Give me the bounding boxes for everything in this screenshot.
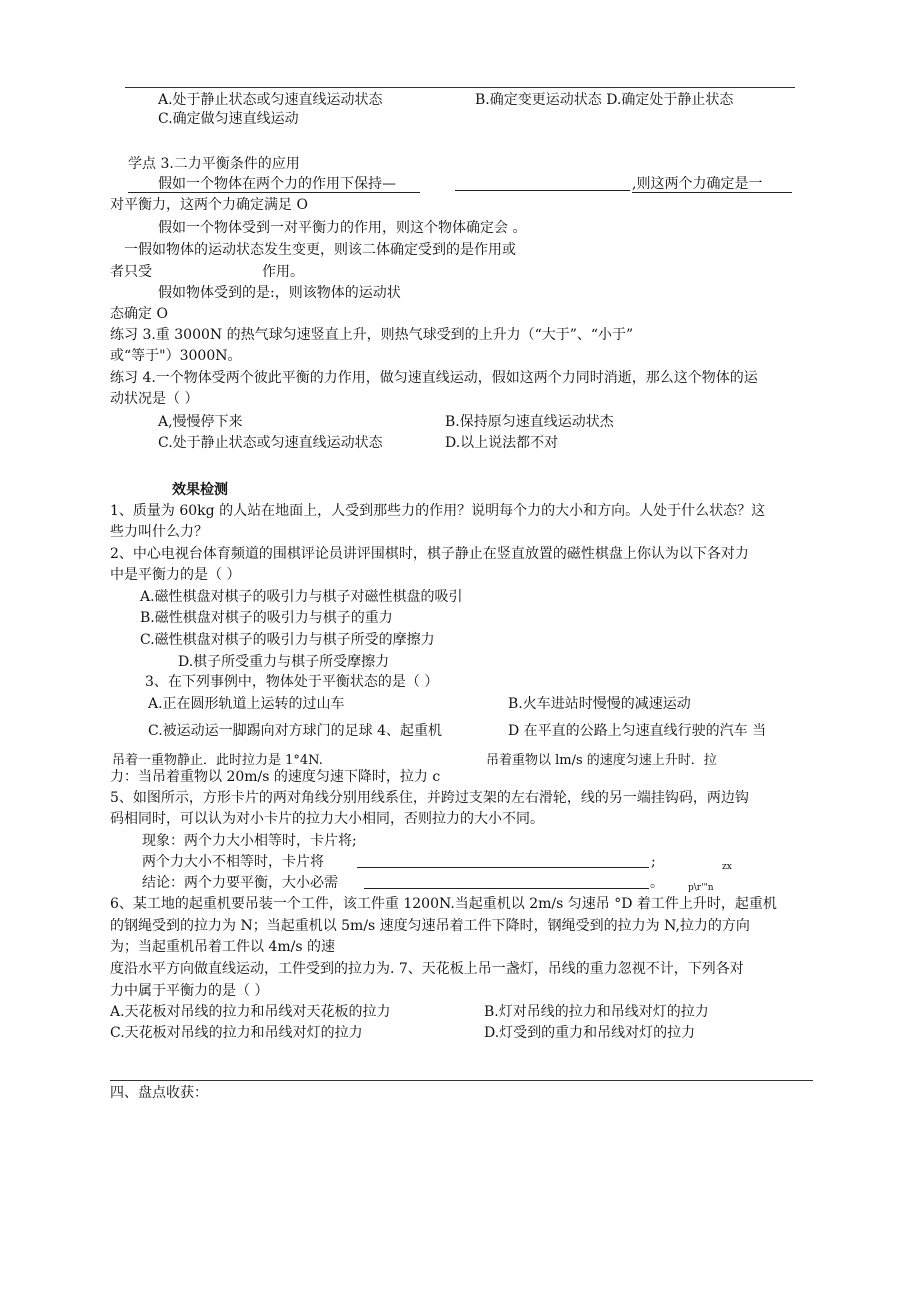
section3-line5b: 作用。 <box>262 264 304 280</box>
q5-observation2: 两个力大小不相等时，卡片将 <box>142 854 324 870</box>
q3-option-a: A.正在圆形轨道上运转的过山车 <box>148 696 345 712</box>
test-title: 效果检测 <box>172 482 228 498</box>
q3-option-c: C.被运动运一脚踢向对方球门的足球 4、起重机 <box>148 723 443 739</box>
q7-line2: 力中属于平衡力的是（ ） <box>110 983 269 999</box>
exercise3-line2: 或“等于"）3000N。 <box>110 348 242 364</box>
q5-zx: zx <box>722 862 732 872</box>
exercise4-line2: 动状况是（ ） <box>110 391 199 407</box>
summary-rule <box>110 1080 813 1081</box>
q2-option-b: B.磁性棋盘对棋子的吸引力与棋子的重力 <box>140 610 393 626</box>
q5-conclusion: 结论：两个力要平衡，大小必需 <box>142 875 338 891</box>
q2-line1: 2、中心电视台体育频道的围棋评论员讲评围棋时，棋子静止在竖直放置的磁性棋盘上你认为以下各对力 <box>110 546 749 562</box>
option-c: C.确定做匀速直线运动 <box>158 111 299 127</box>
q5-blank2 <box>364 888 649 889</box>
q1-line2: 些力叫什么力？ <box>110 524 208 540</box>
exercise4-option-d: D.以上说法都不对 <box>445 435 559 451</box>
q5-period: 。 <box>650 875 664 891</box>
exercise4-option-a: A,慢慢停下来 <box>158 414 243 430</box>
top-rule <box>125 87 795 88</box>
q5-line2: 码相同时，可以认为对小卡片的拉力大小相同，否则拉力的大小不同。 <box>110 811 544 827</box>
q7-option-a: A.天花板对吊线的拉力和吊线对天花板的拉力 <box>110 1004 391 1020</box>
q5-line1: 5、如图所示，方形卡片的两对角线分别用线系住，并跨过支架的左右滑轮，线的另一端挂钩码，两边钩 <box>110 790 749 806</box>
option-a: A.处于静止状态或匀速直线运动状态 <box>158 92 383 108</box>
exercise4-line1: 练习 4.一个物体受两个彼此平衡的力作用，做匀速直线运动，假如这两个力同时消逝，那么这个物体的运 <box>110 370 758 386</box>
q2-option-d: D.棋子所受重力与棋子所受摩擦力 <box>178 654 390 670</box>
section3-line6: 假如物体受到的是:，则该物体的运动状 <box>158 285 401 301</box>
q4-line1b: 吊着重物以 lm/s 的速度匀速上升时．拉 <box>486 753 717 768</box>
section3-line7: 态确定 O <box>110 306 168 322</box>
section3-line4: 一假如物体的运动状态发生变更，则该二体确定受到的是作用或 <box>124 242 516 258</box>
q5-observation1: 现象：两个力大小相等时，卡片将; <box>142 833 357 849</box>
q6-line4: 度沿水平方向做直线运动，工件受到的拉力为. 7、天花板上吊一盏灯，吊线的重力忽视不计，下列各对 <box>110 961 744 977</box>
section3-line1a: 假如一个物体在两个力的作用下保持— <box>158 176 396 192</box>
q3-line1: 3、在下列事例中，物体处于平衡状态的是（ ） <box>145 674 439 690</box>
section3-underline-left <box>128 192 420 193</box>
q1-line1: 1、质量为 60kg 的人站在地面上，人受到那些力的作用？说明每个力的大小和方向。人处于什么状态？这 <box>110 503 766 519</box>
q7-option-b: B.灯对吊线的拉力和吊线对灯的拉力 <box>484 1004 709 1020</box>
exercise4-option-c: C.处于静止状态或匀速直线运动状态 <box>158 435 383 451</box>
q5-pxn: p\r'"n <box>688 883 714 893</box>
q2-option-c: C.磁性棋盘对棋子的吸引力与棋子所受的摩擦力 <box>140 632 435 648</box>
option-bd: B.确定变更运动状态 D.确定处于静止状态 <box>475 92 734 108</box>
section3-line5a: 者只受 <box>110 264 152 280</box>
section3-line2: 对平衡力，这两个力确定满足 O <box>110 197 308 213</box>
section3-underline-right <box>632 192 792 193</box>
exercise4-option-b: B.保持原匀速直线运动状杰 <box>445 414 614 430</box>
section3-line3: 假如一个物体受到一对平衡力的作用，则这个物体确定会 。 <box>158 220 527 236</box>
section3-blank <box>455 190 630 191</box>
q6-line2: 的钢绳受到的拉力为 N；当起重机以 5m/s 速度匀速吊着工件下降时，钢绳受到的拉力为 N,拉力的方向 <box>110 918 750 934</box>
q3-option-b: B.火车进站时慢慢的减速运动 <box>508 696 691 712</box>
exercise3-line1: 练习 3.重 3000N 的热气球匀速竖直上升，则热气球受到的上升力（“大于”、“小于” <box>110 327 634 343</box>
q7-option-d: D.灯受到的重力和吊线对灯的拉力 <box>484 1025 696 1041</box>
q4-line2: 力：当吊着重物以 20m/s 的速度匀速下降时，拉力 c <box>110 769 441 785</box>
q3-option-d: D 在平直的公路上匀速直线行驶的汽车 当 <box>508 723 767 739</box>
q2-line2: 中是平衡力的是（ ） <box>110 567 241 583</box>
q7-option-c: C.天花板对吊线的拉力和吊线对灯的拉力 <box>110 1025 363 1041</box>
q4-line1a: 吊着一重物静止．此时拉力是 1°4N. <box>112 753 323 768</box>
q5-semicolon: ; <box>651 854 656 870</box>
summary-title: 四、盘点收获： <box>110 1085 208 1101</box>
q6-line3: 为；当起重机吊着工件以 4m/s 的速 <box>110 939 335 955</box>
section3-title: 学点 3.二力平衡条件的应用 <box>128 156 300 172</box>
q6-line1: 6、某工地的起重机要吊装一个工件，该工件重 1200N.当起重机以 2m/s 匀速吊 °D 着工件上升时，起重机 <box>110 896 777 912</box>
q5-blank1 <box>357 867 649 868</box>
section3-line1b: ,则这两个力确定是一 <box>632 176 763 192</box>
q2-option-a: A.磁性棋盘对棋子的吸引力与棋子对磁性棋盘的吸引 <box>140 589 463 605</box>
